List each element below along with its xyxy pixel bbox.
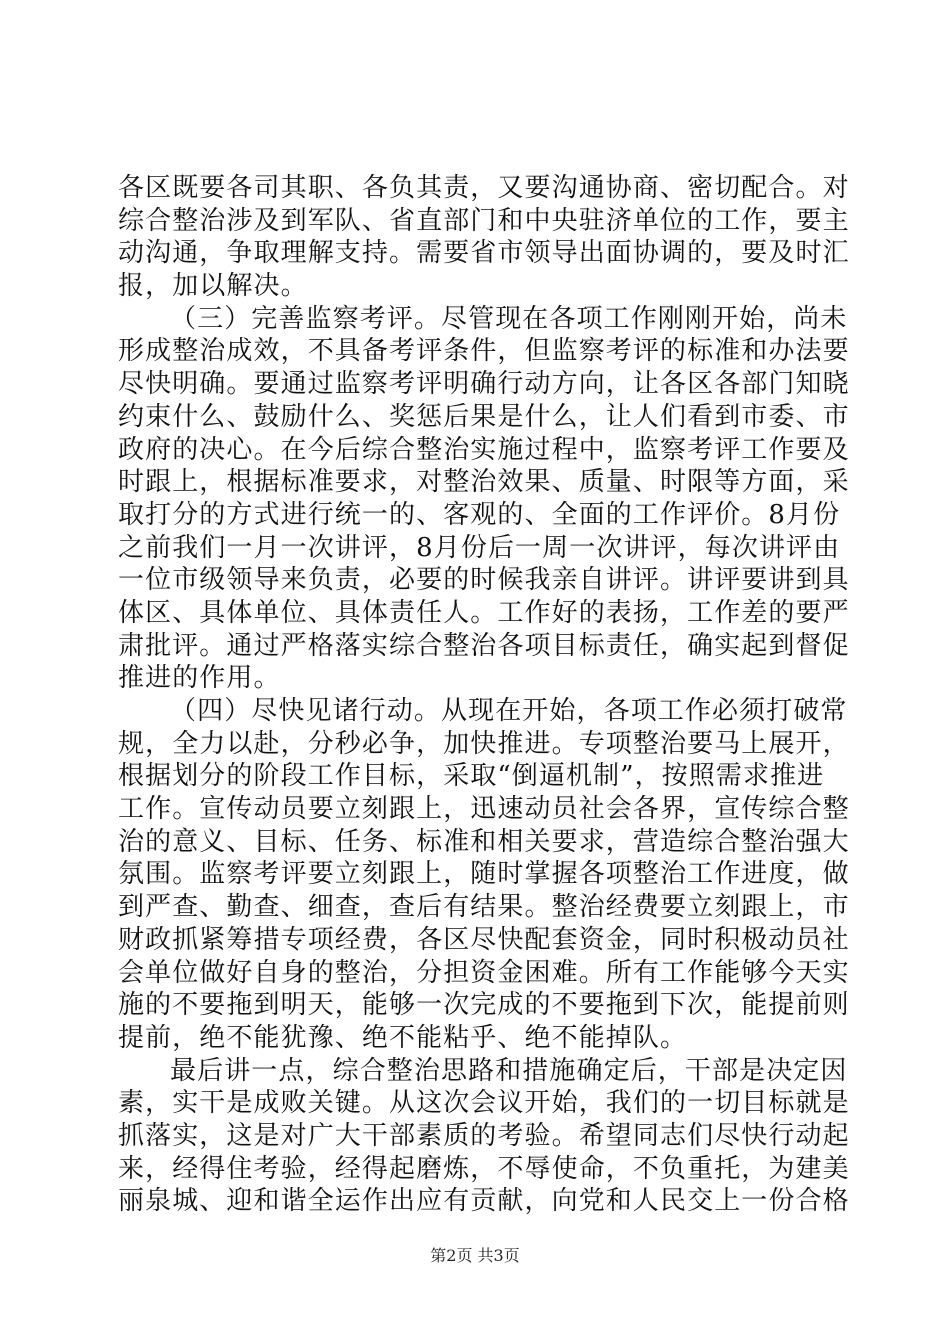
text-line: 尽快明确。要通过监察考评明确行动方向，让各区各部门知晓 [118,369,850,400]
text-line: 提前，绝不能犹豫、绝不能粘乎、绝不能掉队。 [118,1022,688,1053]
text-line: 规，全力以赴，分秒必争，加快推进。专项整治要马上展开， [118,728,850,759]
text-line: 体区、具体单位、具体责任人。工作好的表扬，工作差的要严 [118,597,850,628]
text-line: 动沟通，争取理解支持。需要省市领导出面协调的，要及时汇 [118,238,850,269]
text-line: 取打分的方式进行统一的、客观的、全面的工作评价。8月份 [118,499,841,530]
text-line: 时跟上，根据标准要求，对整治效果、质量、时限等方面，采 [118,467,850,498]
text-line: 丽泉城、迎和谐全运作出应有贡献，向党和人民交上一份合格 [118,1186,850,1217]
text-line: （三）完善监察考评。尽管现在各项工作刚刚开始，尚未 [170,303,848,334]
text-line: 最后讲一点，综合整治思路和措施确定后，干部是决定因 [170,1055,848,1086]
text-line: 治的意义、目标、任务、标准和相关要求，营造综合整治强大 [118,826,850,857]
text-line: 会单位做好自身的整治，分担资金困难。所有工作能够今天实 [118,957,850,988]
text-line: 一位市级领导来负责，必要的时候我亲自讲评。讲评要讲到具 [118,565,850,596]
text-line: 形成整治成效，不具备考评条件，但监察考评的标准和办法要 [118,336,850,367]
text-line: 肃批评。通过严格落实综合整治各项目标责任，确实起到督促 [118,630,850,661]
text-line: 根据划分的阶段工作目标，采取“倒逼机制”，按照需求推进 [118,761,825,792]
text-line: 推进的作用。 [118,663,281,694]
text-line: 财政抓紧筹措专项经费，各区尽快配套资金，同时积极动员社 [118,924,850,955]
text-line: 氛围。监察考评要立刻跟上，随时掌握各项整治工作进度，做 [118,859,850,890]
text-line: （四）尽快见诸行动。从现在开始，各项工作必须打破常 [170,696,848,726]
page-footer: 第2页 共3页 [430,1246,520,1265]
text-line: 工作。宣传动员要立刻跟上，迅速动员社会各界，宣传综合整 [118,794,850,825]
text-line: 报，加以解决。 [118,271,308,302]
text-line: 约束什么、鼓励什么、奖惩后果是什么，让人们看到市委、市 [118,401,850,432]
text-line: 素，实干是成败关键。从这次会议开始，我们的一切目标就是 [118,1088,850,1119]
document-body [118,172,850,1218]
text-line: 到严查、勤查、细查，查后有结果。整治经费要立刻跟上，市 [118,892,850,923]
text-line: 政府的决心。在今后综合整治实施过程中，监察考评工作要及 [118,434,850,465]
text-line: 施的不要拖到明天，能够一次完成的不要拖到下次，能提前则 [118,990,850,1021]
text-line: 来，经得住考验，经得起磨炼，不辱使命，不负重托，为建美 [118,1153,850,1184]
text-line: 各区既要各司其职、各负其责，又要沟通协商、密切配合。对 [118,173,850,203]
text-line: 之前我们一月一次讲评，8月份后一周一次讲评，每次讲评由 [118,532,841,563]
text-line: 综合整治涉及到军队、省直部门和中央驻济单位的工作，要主 [118,205,850,236]
text-line: 抓落实，这是对广大干部素质的考验。希望同志们尽快行动起 [118,1120,850,1151]
